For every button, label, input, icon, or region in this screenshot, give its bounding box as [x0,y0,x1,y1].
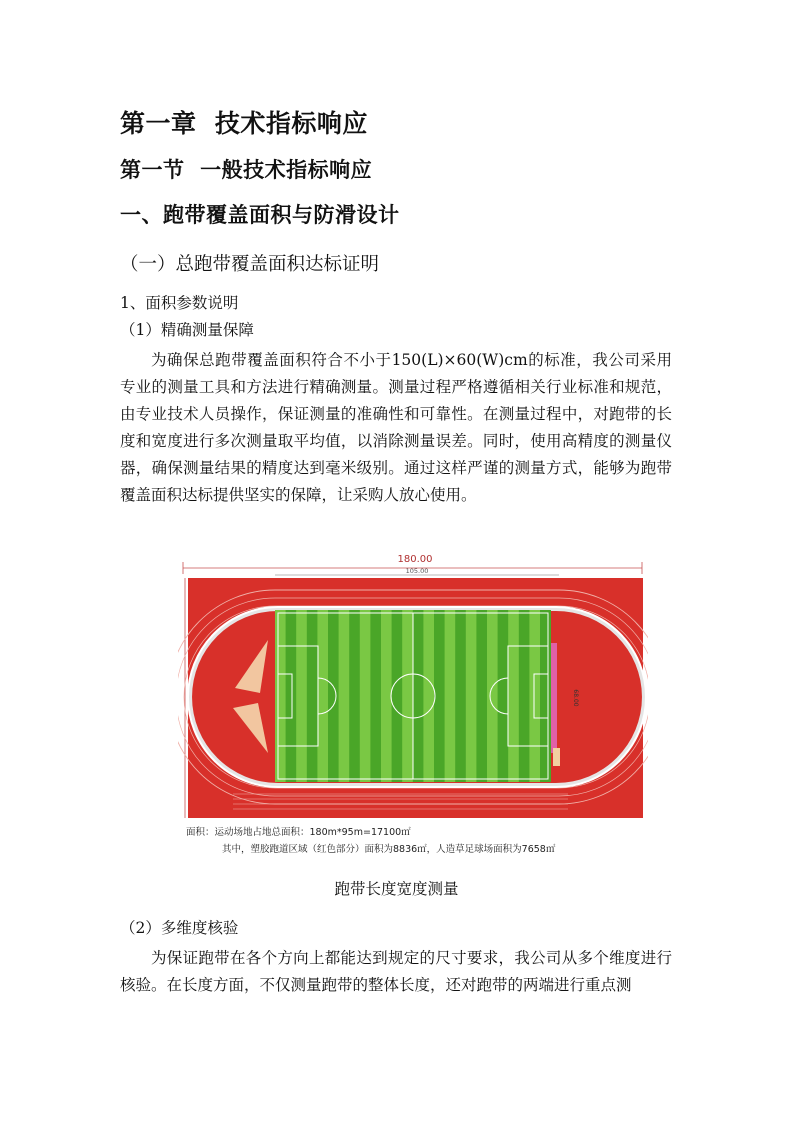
area-text-line-2: 其中，塑胶跑道区域（红色部分）面积为8836㎡，人造草足球场面积为7658㎡ [222,844,556,855]
item-heading-1-2: （2）多维度核验 [120,919,239,937]
dim-inner-length: 105.00 [405,567,429,575]
item-heading-1: 1、面积参数说明 [120,294,239,312]
dim-field-width: 68.00 [572,689,579,707]
dim-total-length: 180.00 [397,554,433,565]
subsection-title: 一、跑带覆盖面积与防滑设计 [120,203,400,227]
track-field-figure [178,548,648,862]
jump-runway [551,643,557,753]
football-field [275,610,551,782]
sub-subsection-title: （一）总跑带覆盖面积达标证明 [120,254,380,275]
paragraph-verification: 为保证跑带在各个方向上都能达到规定的尺寸要求，我公司从多个维度进行核验。在长度方面，不仅测量跑带的整体长度，还对跑带的两端进行重点测 [120,949,672,994]
item-heading-1-1: （1）精确测量保障 [120,321,254,339]
paragraph-measurement: 为确保总跑带覆盖面积符合不小于150(L)×60(W)cm的标准，我公司采用专业的测量工具和方法进行精确测量。测量过程严格遵循相关行业标准和规范，由专业技术人员操作，保证测量的准确性和可靠性。在测量过程中，对跑带的长度和宽度进行多次测量取平均值，以消除测量误差。同时，使用高精度的测量仪器，确保测量结果的精度达到毫米级别。通过这样严谨的测量方式，能够为跑带覆盖面积达标提供坚实的保障，让采购人放心使用。 [120,351,672,504]
section-title: 第一节 一般技术指标响应 [120,158,373,182]
chapter-title: 第一章 技术指标响应 [120,109,368,138]
area-text-line-1: 面积：运动场地占地总面积：180m*95m=17100㎡ [186,827,411,838]
figure-caption: 跑带长度宽度测量 [334,880,459,898]
